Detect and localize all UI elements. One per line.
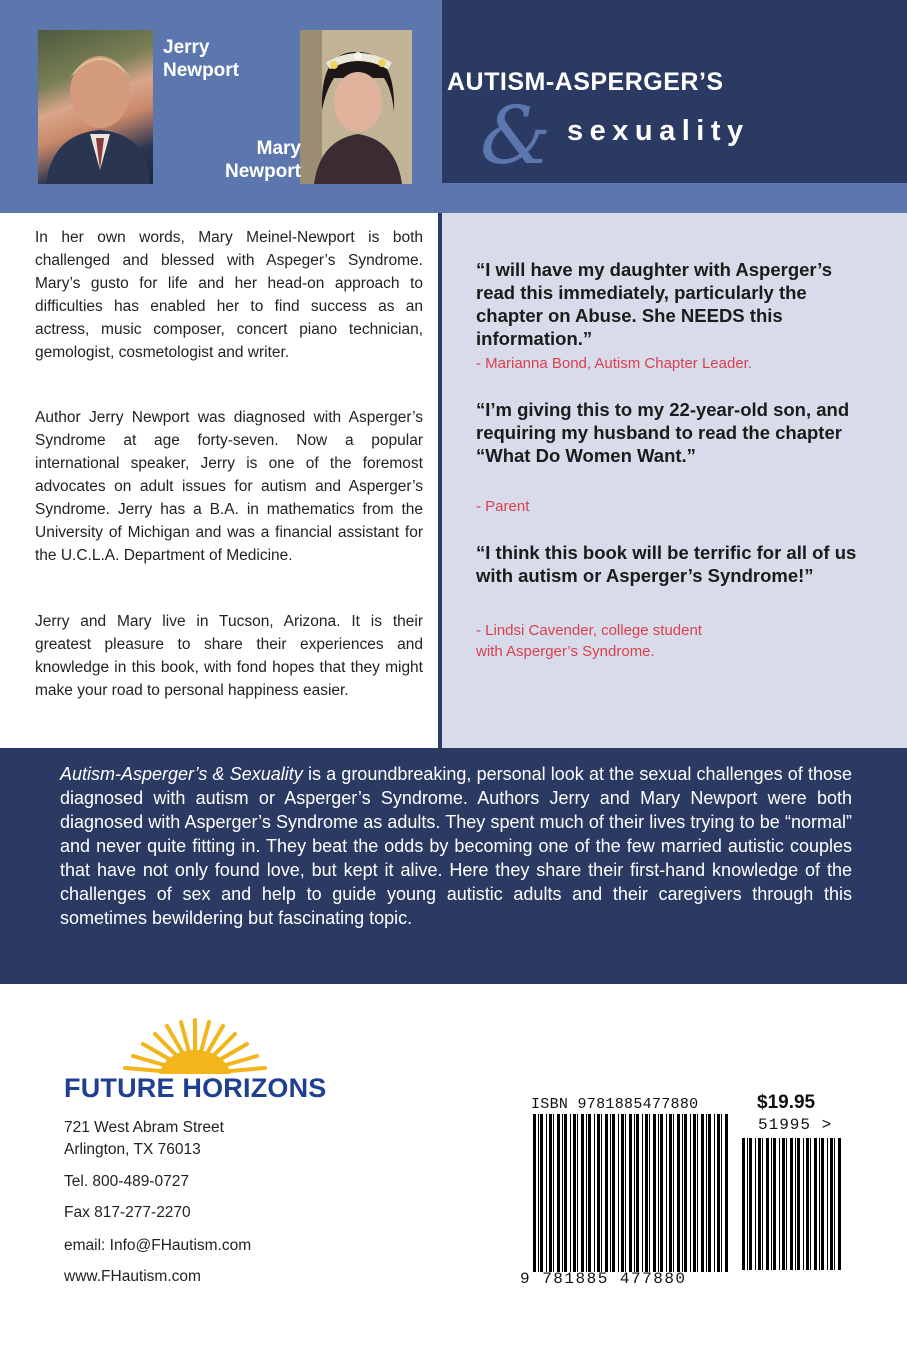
barcode-bar [721,1114,722,1272]
publisher-name: FUTURE HORIZONS [64,1073,327,1103]
barcode-bar [749,1138,752,1270]
barcode-bar [562,1114,563,1272]
isbn-barcode [531,1114,733,1272]
barcode-bar [747,1138,748,1270]
barcode-bar [838,1138,841,1270]
barcode-bar [618,1114,619,1272]
barcode-bar [538,1114,539,1272]
barcode-bar [795,1138,796,1270]
barcode-bar [821,1138,824,1270]
barcode-bar [549,1114,552,1272]
barcode-bar [697,1114,698,1272]
jerry-photo [38,30,153,184]
mary-name: Mary Newport [225,138,301,182]
barcode-bar [742,1138,745,1270]
barcode-bar [684,1114,687,1272]
barcode-bar [533,1114,536,1272]
barcode-bar [819,1138,820,1270]
barcode-bar [594,1114,595,1272]
testimonial-attribution: - Parent [476,498,530,515]
bio-panel-edge [438,213,442,748]
testimonial-quote: “I think this book will be terrific for all of us with autism or Asperger’s Syndrome!” [476,542,857,586]
description-title: Autism-Asperger’s & Sexuality [60,764,303,784]
barcode-bar [660,1114,663,1272]
barcode-bar [779,1138,780,1270]
barcode-bar [588,1114,591,1272]
barcode-bar [570,1114,571,1272]
barcode-bar [553,1114,554,1272]
barcode-bar [669,1114,672,1272]
barcode-bar [610,1114,611,1272]
isbn-label: ISBN 9781885477880 [531,1096,699,1113]
testimonial-attribution: - Lindsi Cavender, college student with Asperger’s Syndrome. [476,622,702,660]
barcode-bar [786,1138,787,1270]
barcode-bar [625,1114,626,1272]
publisher-website: www.FHautism.com [64,1268,201,1285]
barcode-bar [645,1114,648,1272]
barcode-bar [666,1114,667,1272]
book-title: AUTISM-ASPERGER’S [447,68,724,96]
barcode-bar [621,1114,624,1272]
barcode-bar [830,1138,833,1270]
barcode-bar [706,1114,707,1272]
barcode-bar [634,1114,635,1272]
barcode-bar [629,1114,632,1272]
barcode-bar [673,1114,674,1272]
publisher-address-line-1: 721 West Abram Street [64,1119,224,1136]
barcode-bar [658,1114,659,1272]
barcode-bar [601,1114,602,1272]
barcode-bar [577,1114,578,1272]
barcode-bar [581,1114,584,1272]
barcode-bar [803,1138,804,1270]
mary-photo [300,30,412,184]
barcode-bar [682,1114,683,1272]
testimonial-quote: “I will have my daughter with Asperger’s read this immediately, particularly the chapter on Abuse. She NEEDS this information.” [476,259,833,349]
barcode-bar [557,1114,560,1272]
title-underband [442,183,907,213]
price-addon-digits: 51995 > [758,1116,833,1134]
testimonial-attribution: - Marianna Bond, Autism Chapter Leader. [476,355,752,372]
barcode-bar [797,1138,800,1270]
description-body: is a groundbreaking, personal look at the sexual challenges of those diagnosed with autism or Asperger’s Syndrome. Authors Jerry and Mary Newport were both diagnosed with Asperger’s Syndrome as adults. They spent much of their lives trying to be “normal” and never quite fitting in. They beat the odds by becoming one of the few married autistic couples that have not only found love, but kept it alive. Here they share their first-hand knowledge of the challenges of sex and help to guide young autistic adults and their caregivers through this sometimes bewildering but fascinating topic. [60,764,853,928]
barcode-bar [649,1114,650,1272]
publisher-phone: Tel. 800-489-0727 [64,1173,189,1190]
publisher-fax: Fax 817-277-2270 [64,1204,191,1221]
barcode-bar [564,1114,567,1272]
barcode-bar [693,1114,696,1272]
barcode-bar [758,1138,761,1270]
barcode-bar [573,1114,576,1272]
book-description [60,762,852,930]
bio-both: Jerry and Mary live in Tucson, Arizona. It is their greatest pleasure to share their experiences and knowledge in this book, with fond hopes that they might make your road to personal happiness easier. [35,613,423,699]
barcode-bar [708,1114,711,1272]
barcode-bar [834,1138,835,1270]
book-subtitle: sexuality [567,115,750,147]
barcode-bar [546,1114,547,1272]
publisher-email: email: Info@FHautism.com [64,1237,252,1254]
barcode-bar [790,1138,793,1270]
barcode-bar [766,1138,769,1270]
barcode-bar [773,1138,776,1270]
barcode-bar [690,1114,691,1272]
barcode-bar [755,1138,756,1270]
bio-jerry: Author Jerry Newport was diagnosed with Asperger’s Syndrome at age forty-seven. Now a popular international speaker, Jerry is one of the foremost advocates on adult issues for autism and Asperger’s Syndrome. Jerry has a B.A. in mathematics from the University of Michigan and was a financial assistant for the U.C.L.A. Department of Medicine. [35,409,423,564]
barcode-bar [642,1114,643,1272]
publisher-address-line-2: Arlington, TX 76013 [64,1141,201,1158]
barcode-bar [810,1138,811,1270]
barcode-bar [714,1114,715,1272]
barcode-bar [653,1114,656,1272]
barcode-bar [782,1138,785,1270]
barcode-bar [701,1114,704,1272]
barcode-bar [540,1114,543,1272]
barcode-bar [612,1114,615,1272]
barcode-bar [677,1114,680,1272]
price: $19.95 [757,1092,816,1113]
barcode-bar [827,1138,828,1270]
barcode-bar [725,1114,728,1272]
barcode-bar [597,1114,600,1272]
title-ampersand: & [480,89,552,182]
barcode-digits: 9 781885 477880 [520,1270,687,1288]
barcode-bar [636,1114,639,1272]
barcode-bar [762,1138,763,1270]
barcode-bar [814,1138,817,1270]
testimonial-quote: “I’m giving this to my 22-year-old son, and requiring my husband to read the chapter “What Do Women Want.” [476,399,850,466]
barcode-bar [771,1138,772,1270]
bio-mary: In her own words, Mary Meinel-Newport is both challenged and blessed with Aspeger’s Syndrome. Mary’s gusto for life and her head-on approach to difficulties has enabled her to find success as an actress, music composer, concert piano technician, gemologist, cosmetologist and writer. [35,229,423,361]
barcode-bar [806,1138,809,1270]
barcode-bar [586,1114,587,1272]
barcode-bar [605,1114,608,1272]
price-barcode [740,1138,845,1270]
jerry-name: Jerry Newport [163,37,239,81]
barcode-bar [717,1114,720,1272]
sunrise-logo-icon [95,1012,295,1082]
